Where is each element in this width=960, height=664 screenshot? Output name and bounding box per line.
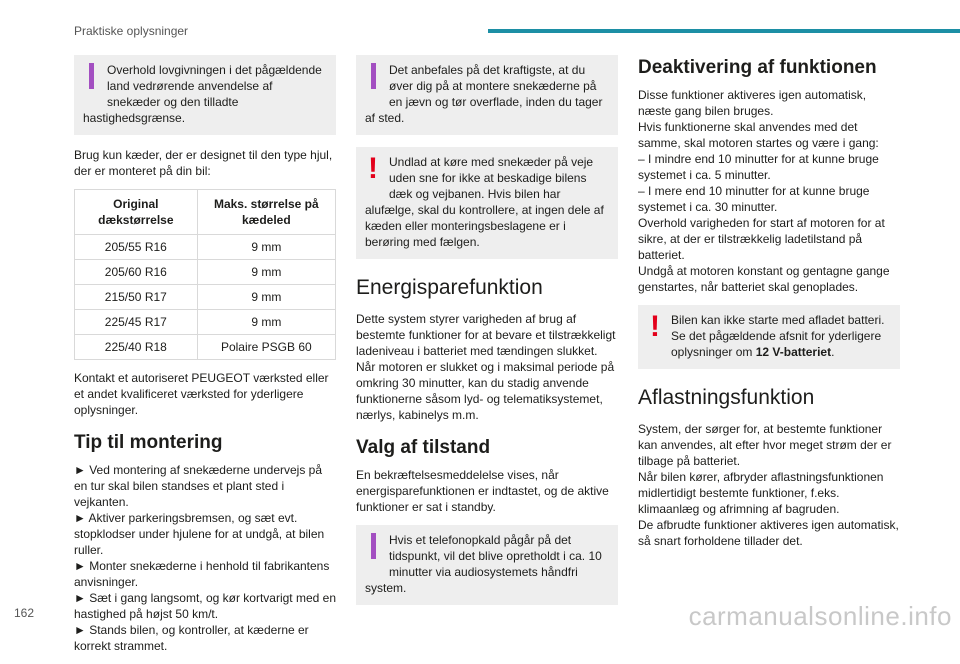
- tire-size: 205/60 R16: [75, 260, 198, 285]
- text-line: Hvis funktionerne skal anvendes med det samme, skal motoren startes og være i gang:: [638, 120, 879, 150]
- energy-text: Dette system styrer varigheden af brug af bestemte funktioner for at bevare et tilstrækkeligt ladeniveau i batteriet med tændingen slukket. Når motoren er slukket og i maksimal periode på omkring 30 minutter, kan du stadig anvende funktionerne såsom lyd- og telematiksystemet, nærlys, kabinelys m.m.: [356, 312, 616, 422]
- text-line: Når bilen kører, afbryder aflastningsfunktionen midlertidigt bestemte funktioner, f.eks. klimaanlæg og afrimning af bagruden.: [638, 470, 884, 516]
- tips-list: [74, 462, 336, 654]
- text-line: Disse funktioner aktiveres igen automatisk, næste gang bilen bruges.: [638, 88, 867, 118]
- tip-item: ► Stands bilen, og kontroller, at kæderne er korrekt strammet.: [74, 623, 309, 653]
- column-1: [74, 55, 336, 664]
- energy-heading: Energisparefunktion: [356, 276, 543, 299]
- section-header: Praktiske oplysninger: [74, 24, 189, 38]
- column-2: [356, 55, 618, 617]
- tire-size: 215/50 R17: [75, 285, 198, 310]
- table-row: [75, 285, 336, 310]
- info-icon: [365, 533, 381, 565]
- table-row: [75, 310, 336, 335]
- mode-heading: Valg af tilstand: [356, 437, 491, 458]
- info-icon: [365, 63, 381, 95]
- warning-box-battery: [638, 305, 900, 369]
- chain-intro: Brug kun kæder, der er designet til den type hjul, der er monteret på din bil:: [74, 148, 333, 178]
- tip-item: ► Aktiver parkeringsbremsen, og sæt evt. stopklodser under hjulene for at undgå, at bilen ruller.: [74, 511, 325, 557]
- info-box-legislation: [74, 55, 336, 135]
- mode-text: En bekræftelsesmeddelelse vises, når energisparefunktionen er indtastet, og de aktive funktioner er sat i standby.: [356, 468, 609, 514]
- warning-text-post: .: [831, 345, 835, 359]
- chain-size: 9 mm: [197, 285, 335, 310]
- text-line: – I mindre end 10 minutter for at kunne bruge systemet i ca. 5 minutter.: [638, 152, 879, 182]
- table-header-original: Original dækstørrelse: [75, 190, 198, 235]
- warning-box-snow: [356, 147, 618, 259]
- tire-size: 205/55 R16: [75, 235, 198, 260]
- deactivation-heading: Deaktivering af funktionen: [638, 57, 877, 78]
- deactivation-text: [638, 87, 900, 295]
- warning-icon: !: [650, 310, 660, 343]
- table-header-max: Maks. størrelse på kædeled: [197, 190, 335, 235]
- table-row: [75, 260, 336, 285]
- text-line: De afbrudte funktioner aktiveres igen automatisk, så snart forholdene tillader det.: [638, 518, 899, 548]
- info-box-text: Overhold lovgivningen i det pågældende land vedrørende anvendelse af snekæder og den tilladte hastighedsgrænse.: [83, 63, 322, 125]
- warning-text-pre: Bilen kan ikke starte med afladet batteri. Se det pågældende afsnit for yderligere oplysninger om: [671, 313, 885, 359]
- chain-size: 9 mm: [197, 310, 335, 335]
- tire-chain-table: [74, 189, 336, 360]
- header-accent-bar: [488, 29, 960, 33]
- column-3: [638, 45, 900, 559]
- tip-item: ► Monter snekæderne i henhold til fabrikantens anvisninger.: [74, 559, 330, 589]
- tips-heading: Tip til montering: [74, 432, 223, 453]
- tip-item: ► Sæt i gang langsomt, og kør kortvarigt med en hastighed på højst 50 km/t.: [74, 591, 336, 621]
- info-box-text: Det anbefales på det kraftigste, at du øver dig på at montere snekæderne på en jævn og tør overflade, inden du tager af sted.: [365, 63, 603, 125]
- chain-size: 9 mm: [197, 235, 335, 260]
- info-box-phone: [356, 525, 618, 605]
- table-row: [75, 235, 336, 260]
- table-row: [75, 335, 336, 360]
- warning-icon: !: [368, 152, 378, 185]
- tire-size: 225/45 R17: [75, 310, 198, 335]
- tip-item: ► Ved montering af snekæderne undervejs på en tur skal bilen standses et plant sted i vejkanten.: [74, 463, 323, 509]
- info-box-practice: [356, 55, 618, 135]
- tire-size: 225/40 R18: [75, 335, 198, 360]
- text-line: – I mere end 10 minutter for at kunne bruge systemet i ca. 30 minutter.: [638, 184, 870, 214]
- relief-heading: Aflastningsfunktion: [638, 386, 815, 409]
- warning-box-text: Undlad at køre med snekæder på veje uden sne for ikke at beskadige bilens dæk og vejbanen. Hvis bilen har alufælge, skal du kontrollere, at ingen dele af kæden eller monteringsbeslagene er i berøring med fælgen.: [365, 155, 604, 249]
- info-box-text: Hvis et telefonopkald pågår på det tidspunkt, vil det blive opretholdt i ca. 10 minutter via audiosystemets håndfri system.: [365, 533, 602, 595]
- text-line: Undgå at motoren konstant og gentagne gange genstartes, når batteriet skal genoplades.: [638, 264, 890, 294]
- page-number: 162: [14, 606, 35, 620]
- watermark: carmanualsonline.info: [688, 601, 952, 631]
- info-icon: [83, 63, 99, 95]
- relief-text: [638, 421, 900, 549]
- text-line: Overhold varigheden for start af motoren for at sikre, at der er tilstrækkelig ladetilstand på batteriet.: [638, 216, 885, 262]
- chain-size: Polaire PSGB 60: [197, 335, 335, 360]
- chain-size: 9 mm: [197, 260, 335, 285]
- battery-reference: 12 V-batteriet: [755, 345, 832, 359]
- contact-text: Kontakt et autoriseret PEUGEOT værksted eller et andet kvalificeret værksted for yderligere oplysninger.: [74, 371, 329, 417]
- text-line: System, der sørger for, at bestemte funktioner kan anvendes, alt efter hvor meget strøm der er tilbage på batteriet.: [638, 422, 892, 468]
